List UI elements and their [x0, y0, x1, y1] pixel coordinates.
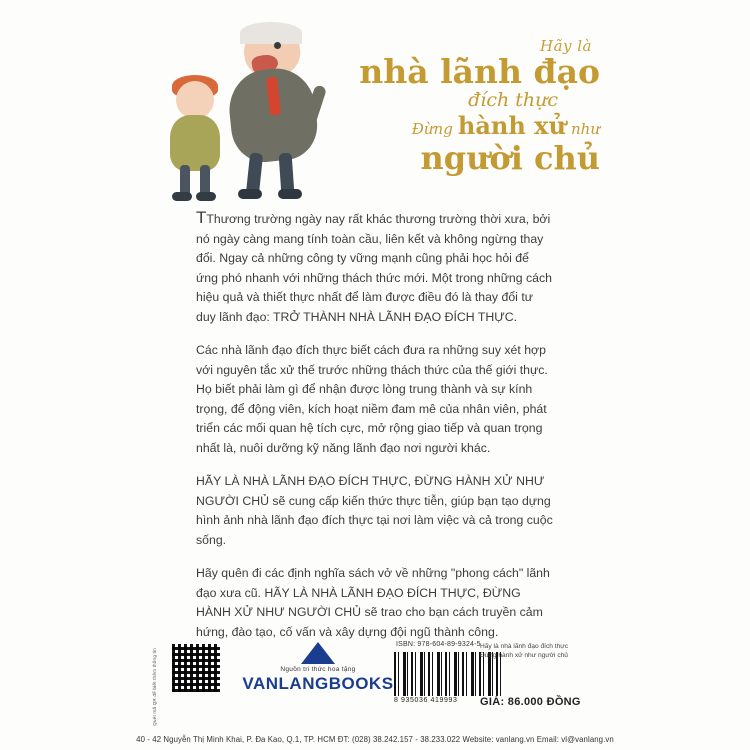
book-reference	[480, 642, 568, 660]
employee-head	[176, 81, 214, 119]
isbn-label: ISBN: 978-604-89-9324-5	[396, 641, 481, 648]
title-line-hay-la: Hãy là	[539, 37, 592, 55]
barcode-digits: 8 935036 419993	[394, 697, 458, 704]
title-line-nha-lanh-dao: nhà lãnh đạo	[359, 52, 600, 91]
employee-body	[170, 115, 220, 171]
price-label: GIÁ: 86.000 ĐỒNG	[480, 696, 581, 708]
title-word-nhu: như	[571, 120, 600, 138]
employee-shoe-left	[172, 192, 192, 201]
title-line-dich-thuc: đích thực	[468, 89, 558, 111]
blurb-paragraph-2: Các nhà lãnh đạo đích thực biết cách đưa ra những suy xét hợp với nguyên tắc xử thế trước những thách thức của thế giới thực. Họ biết phải làm gì để nhận được lòng trung thành và sự kính trọng, để động viên, kích hoạt niềm đam mê của nhân viên, phát triển các mối quan hệ tích cực, mở rộng giao tiếp và quan trọng nhất là, nuôi dưỡng kỹ năng lãnh đạo nơi người khác.	[196, 343, 548, 455]
publisher-name: VANLANGBOOKS	[242, 674, 394, 693]
boss-shoe-right	[278, 189, 302, 199]
employee-shoe-right	[196, 192, 216, 201]
book-reference-line-2: Đừng hành xử như người chủ	[480, 652, 568, 659]
publisher-address: 40 - 42 Nguyễn Thị Minh Khai, P. Đa Kao, Q.1, TP. HCM ĐT: (028) 38.242.157 - 38.233.022 Website: vanlang.vn Email: vl@vanlang.vn	[136, 735, 614, 744]
qr-caption: Quét mã QR để biết thêm thông tin	[152, 648, 157, 726]
title-word-hanh-xu: hành xử	[457, 111, 566, 140]
qr-code[interactable]	[170, 642, 222, 694]
publisher-logo	[238, 642, 398, 694]
blurb-paragraph-1-text: Thương trường ngày nay rất khác thương trường thời xưa, bởi nó ngày càng mang tính toàn cầu, liên kết và không ngừng thay đổi. Ngay cả những công ty vững mạnh cũng phải học hỏi để ứng phó nhanh với những thách thức mới. Một trong những cách hiệu quả và thiết thực nhất để làm được điều đó là thay đổi tư duy lãnh đạo: TRỞ THÀNH NHÀ LÃNH ĐẠO ĐÍCH THỰC.	[196, 212, 552, 324]
title-line-nguoi-chu: người chủ	[420, 139, 600, 177]
blurb-paragraph-4: Hãy quên đi các định nghĩa sách vở về những "phong cách" lãnh đạo xưa cũ. HÃY LÀ NHÀ LÃNH ĐẠO ĐÍCH THỰC, ĐỪNG HÀNH XỬ NHƯ NGƯỜI CHỦ sẽ trao cho bạn cách truyền cảm hứng, đào tạo, cố vấn và xây dựng đội ngũ thành công.	[196, 566, 550, 639]
boss-shoe-left	[238, 189, 262, 199]
cover-illustration	[160, 25, 350, 200]
title-line-dung-hanh-xu-nhu	[340, 111, 600, 140]
blurb-dropcap: T	[196, 208, 207, 227]
blurb-paragraph-1	[196, 208, 554, 327]
blurb-paragraph-3: HÃY LÀ NHÀ LÃNH ĐẠO ĐÍCH THỰC, ĐỪNG HÀNH XỬ NHƯ NGƯỜI CHỦ sẽ cung cấp kiến thức thực tiễn, giúp bạn tạo dựng hình ảnh nhà lãnh đạo đích thực tại nơi làm việc và cả trong cuộc sống.	[196, 474, 553, 547]
book-reference-line-1: Hãy là nhà lãnh đạo đích thực	[480, 643, 568, 650]
title-word-dung: Đừng	[411, 120, 453, 138]
publisher-tagline: Nguồn tri thức hoa tặng	[280, 666, 356, 673]
boss-eye	[274, 42, 281, 49]
illustration-boss-figure	[222, 25, 332, 200]
publisher-mark-icon	[301, 642, 335, 664]
book-title-block	[340, 38, 600, 188]
back-cover-blurb	[196, 208, 554, 642]
cover-footer	[0, 640, 750, 750]
boss-hair	[240, 22, 302, 44]
